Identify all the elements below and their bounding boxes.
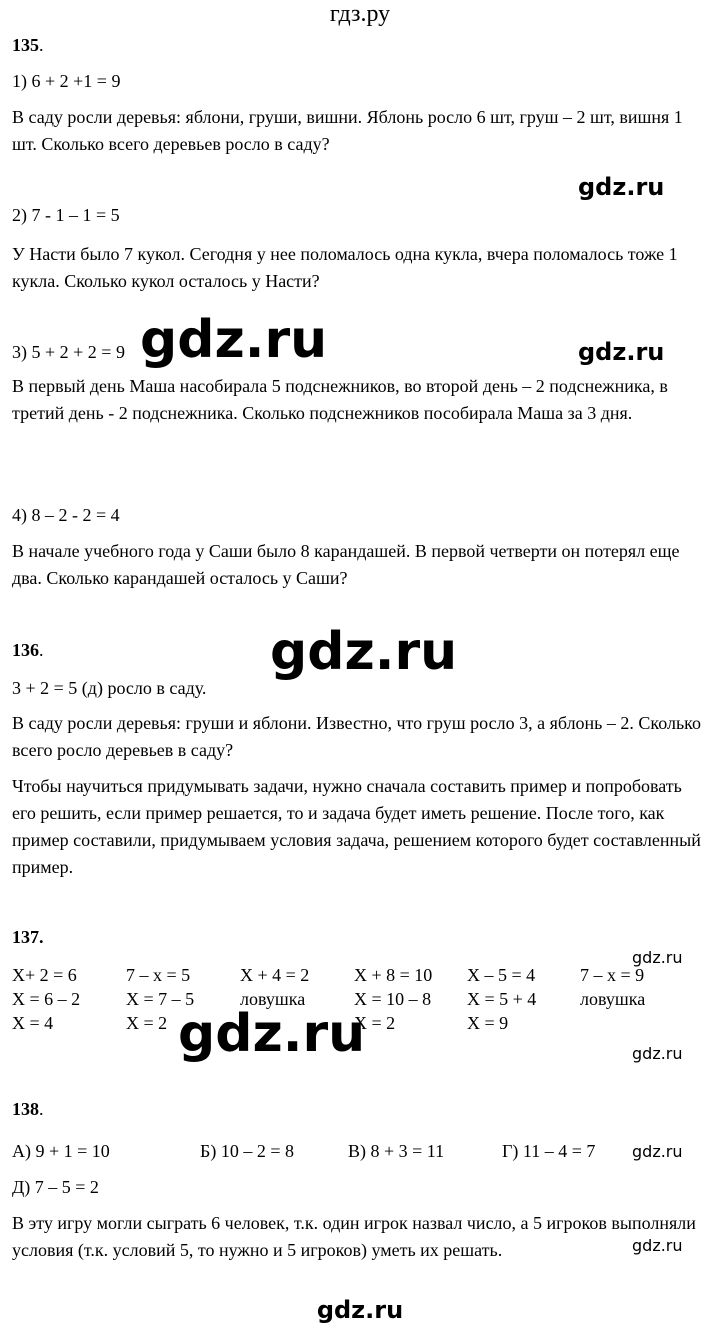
equation-cell: X = 7 – 5 — [126, 989, 195, 1009]
watermark: gdz.ru — [140, 310, 328, 370]
problem-text-1: В саду росли деревья: яблони, груши, вишни. Яблонь росло 6 шт, груш – 2 шт, вишня 1 шт. Сколько всего деревьев росло в саду? — [12, 107, 683, 154]
task-number: 136 — [12, 640, 39, 660]
problem-text-2: У Насти было 7 кукол. Сегодня у нее поломалось одна кукла, вчера поломалось тоже 1 кукла. Сколько кукол осталось у Насти? — [12, 244, 678, 291]
watermark: gdz.ru — [270, 622, 458, 682]
task-number-suffix: . — [39, 35, 44, 55]
equation-cell: X – 5 = 4 — [467, 965, 536, 985]
problem-text-3: В первый день Маша насобирала 5 подснежников, во второй день – 2 подснежника, в третий день - 2 подснежника. Сколько подснежников пособирала Маша за 3 дня. — [12, 376, 668, 423]
equation-cell: X = 2 — [126, 1013, 168, 1033]
watermark: gdz.ru — [632, 948, 683, 967]
task-number-suffix: . — [39, 640, 44, 660]
equation-cell: 7 – x = 5 — [126, 965, 191, 985]
answer-d: Д) 7 – 5 = 2 — [12, 1177, 99, 1197]
equation-cell: X + 4 = 2 — [240, 965, 310, 985]
equation-cell: X = 2 — [354, 1013, 396, 1033]
watermark: gdz.ru — [632, 1142, 683, 1161]
equation-cell: 7 – x = 9 — [580, 965, 645, 985]
equation-cell: X = 9 — [467, 1013, 509, 1033]
equation-cell: X+ 2 = 6 — [12, 965, 77, 985]
task-number: 135 — [12, 35, 39, 55]
equation-4: 4) 8 – 2 - 2 = 4 — [12, 505, 120, 525]
task-136-heading — [12, 641, 44, 659]
equation-cell: X + 8 = 10 — [354, 965, 433, 985]
site-header: гдз.ру — [329, 1, 391, 27]
watermark: gdz.ru — [632, 1236, 683, 1255]
equation-cell: X = 4 — [12, 1013, 54, 1033]
equation-cell: X = 6 – 2 — [12, 989, 81, 1009]
task-number-suffix: . — [39, 1099, 44, 1119]
task-138-heading — [12, 1100, 44, 1118]
watermark: gdz.ru — [578, 173, 665, 201]
equation-136: 3 + 2 = 5 (д) росло в саду. — [12, 678, 207, 698]
watermark: gdz.ru — [178, 1004, 366, 1064]
explanation-138: В эту игру могли сыграть 6 человек, т.к. один игрок назвал число, а 5 игроков выполняли условия (т.к. условий 5, то нужно и 5 игроков) уметь их решать. — [12, 1213, 696, 1260]
task-137-heading: 137. — [12, 927, 44, 947]
equation-1: 1) 6 + 2 +1 = 9 — [12, 71, 121, 91]
equation-2: 2) 7 - 1 – 1 = 5 — [12, 205, 120, 225]
watermark: gdz.ru — [632, 1044, 683, 1063]
explanation-136: Чтобы научиться придумывать задачи, нужно сначала составить пример и попробовать его решить, если пример решается, то и задача будет иметь решение. После того, как пример составили, придумываем условия задача, решением которого будет составленный пример. — [12, 776, 701, 877]
answer-v: В) 8 + 3 = 11 — [348, 1141, 445, 1161]
problem-text-136: В саду росли деревья: груши и яблони. Известно, что груш росло 3, а яблонь – 2. Сколько всего росло деревьев в саду? — [12, 713, 702, 760]
equation-cell: ловушка — [240, 989, 306, 1009]
equation-3: 3) 5 + 2 + 2 = 9 — [12, 342, 125, 362]
watermark: gdz.ru — [316, 1296, 404, 1324]
equation-cell: X = 5 + 4 — [467, 989, 537, 1009]
problem-text-4: В начале учебного года у Саши было 8 карандашей. В первой четверти он потерял еще два. Сколько карандашей осталось у Саши? — [12, 541, 680, 588]
task-135-heading — [12, 36, 44, 54]
answer-g: Г) 11 – 4 = 7 — [502, 1141, 596, 1161]
watermark: gdz.ru — [578, 338, 665, 366]
answer-a: А) 9 + 1 = 10 — [12, 1141, 110, 1161]
equation-cell: X = 10 – 8 — [354, 989, 432, 1009]
task-number: 138 — [12, 1099, 39, 1119]
answer-b: Б) 10 – 2 = 8 — [200, 1141, 294, 1161]
equation-cell: ловушка — [580, 989, 646, 1009]
